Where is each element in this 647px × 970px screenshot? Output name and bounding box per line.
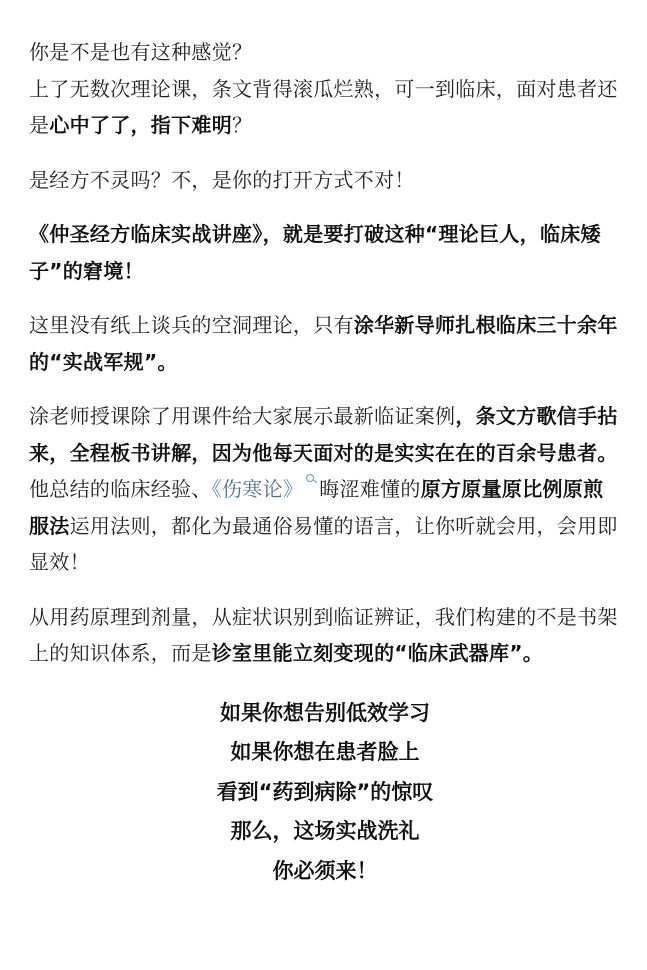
paragraph-arsenal	[29, 599, 621, 672]
paragraph-teaching	[29, 398, 621, 581]
teaching-text-d: 运用法则，都化为最通俗易懂的语言，让你听就会用，会用即显效！	[29, 513, 618, 574]
teacher-bold: 涂华新导师扎根临床三十余年的“实战军规”。	[29, 313, 618, 374]
teaching-text-c: 晦涩难懂的	[319, 477, 421, 501]
intro-question: 你是不是也有这种感觉？	[29, 40, 253, 64]
question-text: 是经方不灵吗？不，是你的打开方式不对！	[29, 167, 415, 192]
closing-line-1: 如果你想告别低效学习	[220, 700, 430, 725]
intro-text: 上了无数次理论课，条文背得滚瓜烂熟，可一到临床，面对患者还是	[29, 76, 618, 137]
closing-block	[29, 694, 621, 892]
paragraph-intro	[29, 34, 621, 144]
teaching-text-a: 涂老师授课除了用课件给大家展示最新临证案例	[29, 404, 456, 428]
arsenal-text: 从用药原理到剂量，从症状识别到临证辨证，我们构建的不是书架上的知识体系，而是	[29, 604, 618, 665]
arsenal-bold: 诊室里能立刻变现的“临床武器库”。	[211, 641, 544, 665]
teacher-text: 这里没有纸上谈兵的空洞理论，只有	[29, 313, 354, 337]
teaching-text-b: 他总结的临床经验、	[29, 477, 212, 501]
paragraph-teacher	[29, 307, 621, 380]
paragraph-question	[29, 162, 621, 199]
closing-line-3: 看到“药到病除”的惊叹	[216, 779, 434, 804]
closing-line-2: 如果你想在患者脸上	[230, 740, 420, 764]
paragraph-course	[29, 216, 621, 289]
closing-line-4: 那么，这场实战洗礼	[230, 819, 420, 843]
intro-bold: 心中了了，指下难明	[49, 113, 233, 137]
search-icon[interactable]	[305, 471, 317, 485]
closing-line-5: 你必须来！	[272, 858, 378, 883]
intro-end: ？	[232, 113, 253, 137]
course-statement: 《仲圣经方临床实战讲座》，就是要打破这种“理论巨人，临床矮子”的窘境！	[29, 222, 601, 283]
teaching-bold-2: 原方原量原比例原煎服法	[29, 477, 604, 538]
shanghanlun-link[interactable]: 《伤寒论》	[211, 477, 304, 501]
teaching-bold-1: ，条文方歌信手拈来，全程板书讲解，因为他每天面对的是实实在在的百余号患者。	[29, 404, 618, 465]
article-body	[29, 34, 621, 891]
